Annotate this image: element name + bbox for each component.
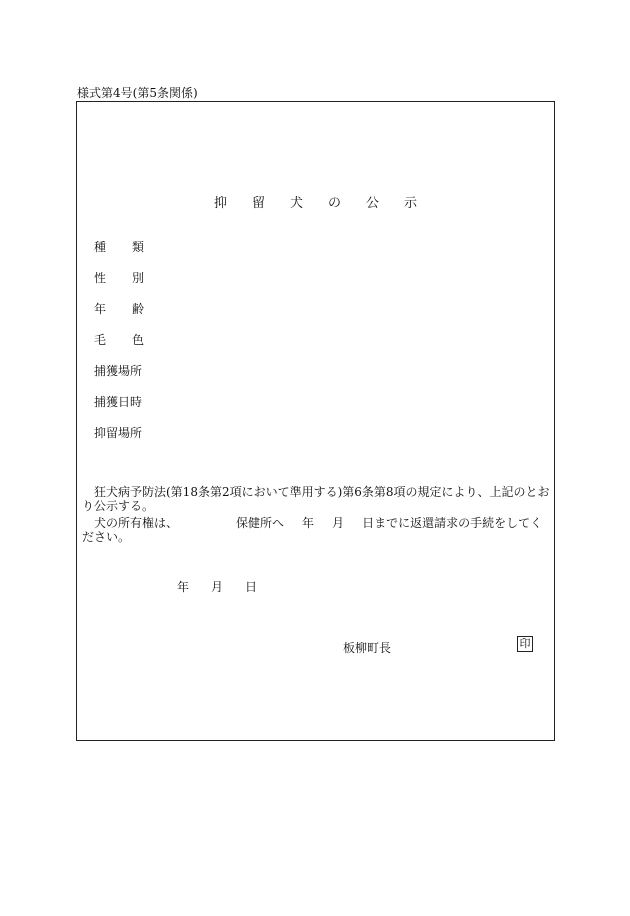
field-capture-place <box>94 362 142 379</box>
notice-date-day: 日 <box>245 580 258 594</box>
field-capture-place-label: 捕獲場所 <box>94 364 143 378</box>
field-breed-label: 種類 <box>94 240 144 254</box>
owner-claim-month: 月 <box>332 516 345 530</box>
field-age-label: 年齢 <box>94 302 144 316</box>
seal-mark: 印 <box>517 636 533 652</box>
mayor-signature-label: 板柳町長 <box>343 641 392 655</box>
field-breed <box>94 238 144 255</box>
notice-frame <box>76 101 555 741</box>
owner-claim-part3: 日までに返還請求の手続をしてください。 <box>82 516 543 544</box>
field-coat-color <box>94 331 144 348</box>
notice-date-month: 月 <box>211 580 224 594</box>
owner-claim-part1: 犬の所有権は、 <box>94 516 179 530</box>
field-capture-datetime-label: 捕獲日時 <box>94 395 143 409</box>
field-age <box>94 300 144 317</box>
legal-basis-paragraph: 狂犬病予防法(第18条第2項において準用する)第6条第8項の規定により、上記のとおり公示する。 <box>82 485 550 513</box>
field-sex <box>94 269 144 286</box>
field-detention-place-label: 抑留場所 <box>94 426 143 440</box>
field-capture-datetime <box>94 393 142 410</box>
form-number-label: 様式第4号(第5条関係) <box>77 86 198 100</box>
notice-title: 抑留犬の公示 <box>213 196 442 211</box>
owner-claim-paragraph <box>82 516 552 544</box>
notice-date-year: 年 <box>177 580 190 594</box>
owner-claim-part2: 保健所へ <box>236 516 285 530</box>
field-sex-label: 性別 <box>94 271 144 285</box>
owner-claim-year: 年 <box>302 516 315 530</box>
field-detention-place <box>94 424 142 441</box>
field-coat-color-label: 毛色 <box>94 333 144 347</box>
notice-date-line <box>177 578 257 595</box>
